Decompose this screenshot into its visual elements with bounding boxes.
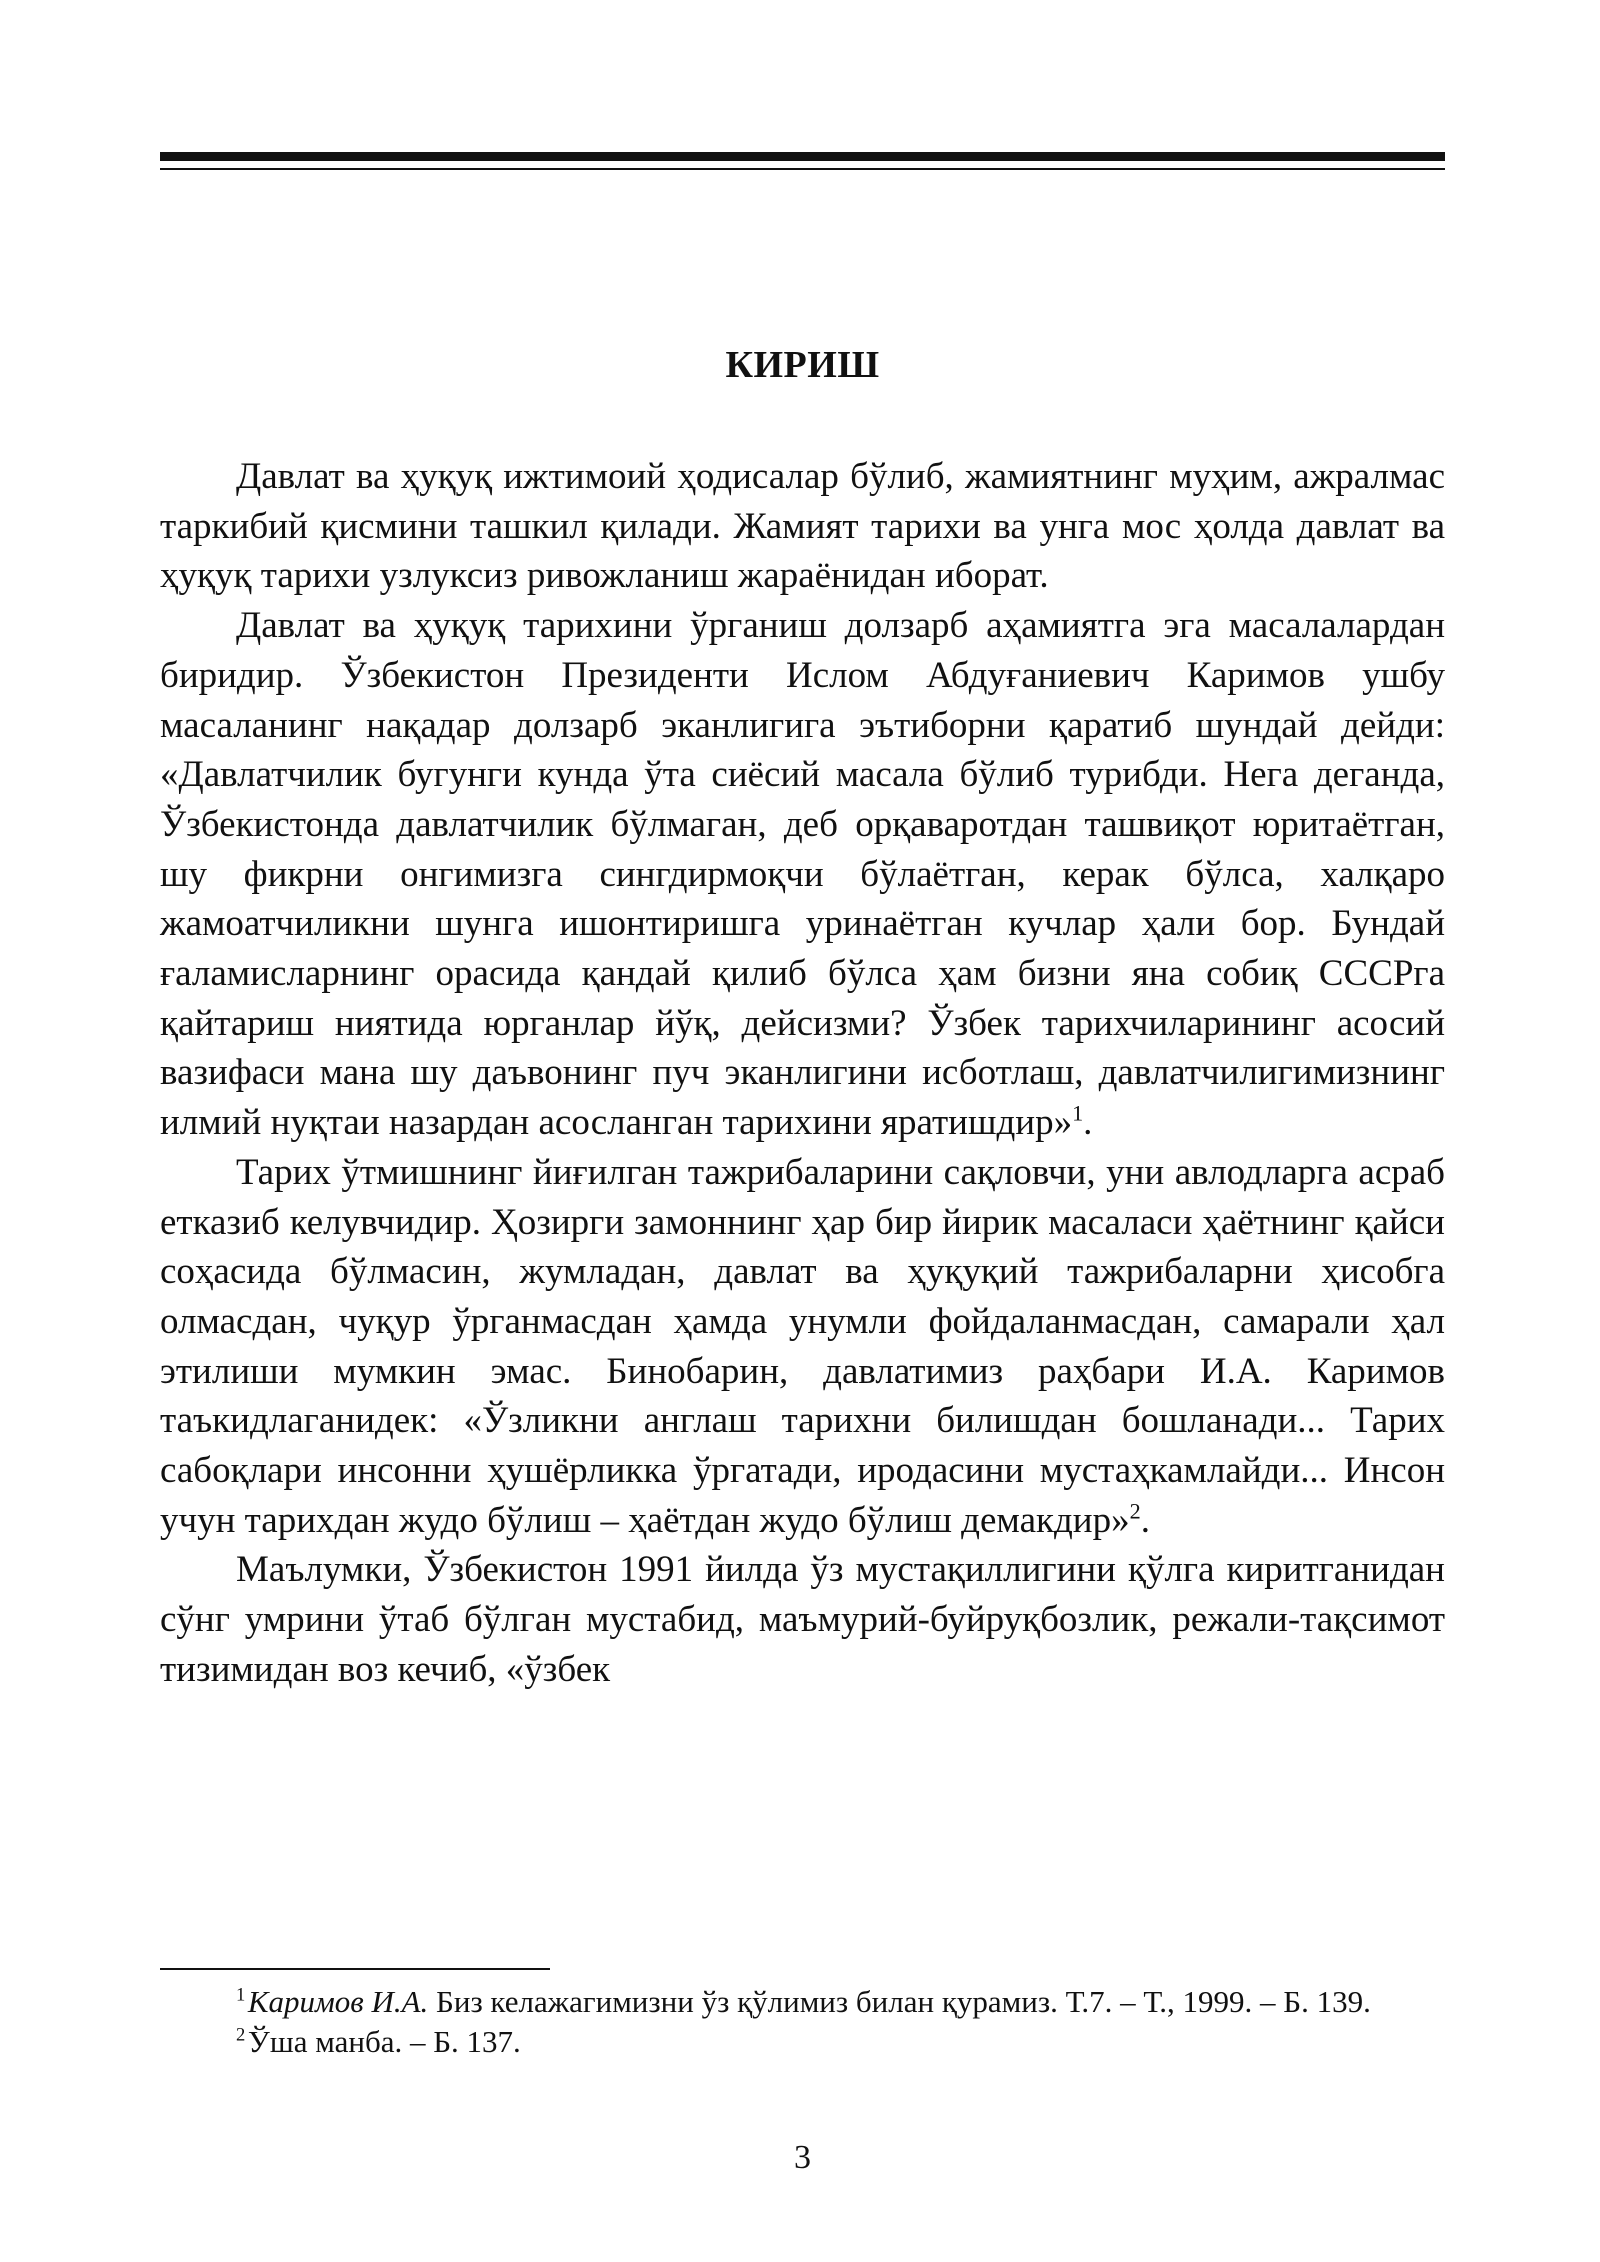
footnote-2: [160, 2022, 1445, 2062]
paragraph-text: Давлат ва ҳуқуқ тарихини ўрганиш долзарб аҳамиятга эга масалалардан биридир. Ўзбекистон Президенти Ислом Абдуғаниевич Каримов ушбу масаланинг нақадар долзарб эканлигига эътиборни қаратиб шундай дейди: «Давлатчилик бугунги кунда ўта сиёсий масала бўлиб турибди. Нега деганда, Ўзбекистонда давлатчилик бўлмаган, деб орқаваротдан ташвиқот юритаётган, шу фикрни онгимизга сингдирмоқчи бўлаётган, керак бўлса, халқаро жамоатчиликни шунга ишонтиришга уринаётган кучлар ҳали бор. Бундай ғаламисларнинг орасида қандай қилиб бўлса ҳам бизни яна собиқ СССРга қайтариш ниятида юрганлар йўқ, дейсизми? Ўзбек тарихчиларининг асосий вазифаси мана шу даъвонинг пуч эканлигини исботлаш, давлатчилигимизнинг илмий нуқтаи назардан асосланган тарихини яратишдир»: [160, 605, 1445, 1144]
paragraph-1: [160, 452, 1445, 601]
footnote-author: Каримов И.А.: [247, 1984, 429, 2019]
footnotes: [160, 1982, 1445, 2062]
paragraph-2: [160, 601, 1445, 1148]
page-title: КИРИШ: [725, 344, 880, 386]
header-rule-thin: [160, 168, 1445, 170]
footnote-ref-2[interactable]: 2: [1129, 1498, 1141, 1524]
paragraph-text: Тарих ўтмишнинг йиғилган тажрибаларини сақловчи, уни авлодларга асраб етказиб келувчидир. Ҳозирги замоннинг ҳар бир йирик масаласи ҳаётнинг қайси соҳасида бўлмасин, жумладан, давлат ва ҳуқуқий тажрибаларни ҳисобга олмасдан, чуқур ўрганмасдан ҳамда унумли фойдаланмасдан, самарали ҳал этилиши мумкин эмас. Бинобарин, давлатимиз раҳбари И.А. Каримов таъкидлаганидек: «Ўзликни англаш тарихни билишдан бошланади... Тарих сабоқлари инсонни ҳушёрликка ўргатади, иродасини мустаҳкамлайди... Инсон учун тарихдан жудо бўлиш – ҳаётдан жудо бўлиш демакдир»: [160, 1151, 1445, 1541]
page-number: 3: [794, 2139, 811, 2176]
body-text: [160, 452, 1445, 1695]
paragraph-tail: .: [1083, 1102, 1093, 1144]
footnote-ref-1[interactable]: 1: [1072, 1100, 1084, 1126]
paragraph-3: [160, 1148, 1445, 1546]
footnote-text: Биз келажагимизни ўз қўлимиз билан қурамиз. Т.7. – Т., 1999. – Б. 139.: [428, 1984, 1371, 2019]
paragraph-text: Давлат ва ҳуқуқ ижтимоий ҳодисалар бўлиб, жамиятнинг муҳим, ажралмас таркибий қисмини ташкил қилади. Жамият тарихи ва унга мос ҳолда давлат ва ҳуқуқ тарихи узлуксиз ривожланиш жараёнидан иборат.: [160, 456, 1445, 597]
footnote-mark: 2: [236, 2024, 246, 2046]
paragraph-text: Маълумки, Ўзбекистон 1991 йилда ўз мустақиллигини қўлга киритганидан сўнг умрини ўтаб бўлган мустабид, маъмурий-буйруқбозлик, режали-тақсимот тизимидан воз кечиб, «ўзбек: [160, 1549, 1445, 1690]
header-rule-thick: [160, 152, 1445, 161]
footnote-text: Ўша манба. – Б. 137.: [247, 2024, 521, 2059]
footnote-separator: [160, 1968, 550, 1970]
footnote-mark: 1: [236, 1984, 246, 2006]
footnote-1: [160, 1982, 1445, 2022]
paragraph-tail: .: [1140, 1499, 1150, 1541]
paragraph-4: [160, 1545, 1445, 1694]
